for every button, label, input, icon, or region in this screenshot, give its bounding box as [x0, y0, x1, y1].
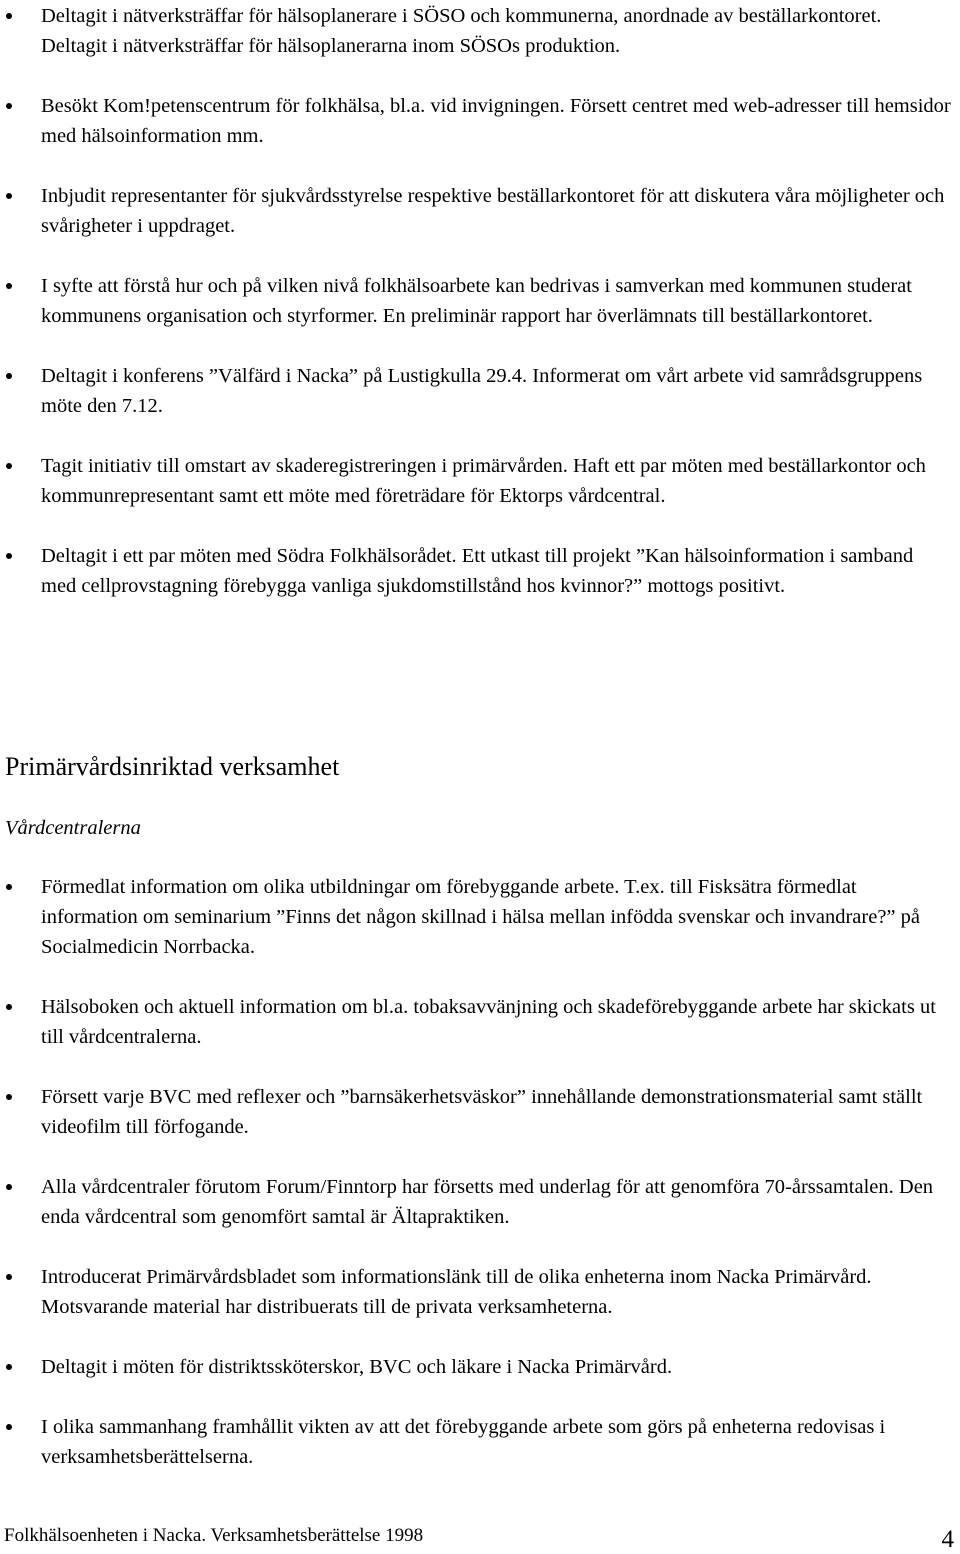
list-item-text: Deltagit i ett par möten med Södra Folkhälsorådet. Ett utkast till projekt ”Kan hälsoinformation i samband med cellprovstagning förebygga vanliga sjukdomstillstånd hos kvinnor?” mottogs positivt.	[41, 545, 914, 597]
bullet-icon	[6, 1274, 12, 1280]
page-footer: Folkhälsoenheten i Nacka. Verksamhetsberättelse 1998	[4, 1525, 424, 1546]
list-item-text: Försett varje BVC med reflexer och ”barnsäkerhetsväskor” innehållande demonstrationsmaterial samt ställt videofilm till förfogande.	[41, 1086, 923, 1138]
list-item-text: Hälsoboken och aktuell information om bl.a. tobaksavvänjning och skadeförebyggande arbete har skickats ut till vårdcentralerna.	[41, 996, 936, 1048]
list-item	[0, 541, 960, 601]
list-item	[0, 451, 960, 511]
bullet-icon	[6, 1184, 12, 1190]
list-item	[0, 992, 960, 1052]
bullet-icon	[6, 1364, 12, 1370]
bullet-icon	[6, 283, 12, 289]
bullet-icon	[6, 553, 12, 559]
list-item-text: Deltagit i nätverksträffar för hälsoplanerare i SÖSO och kommunerna, anordnade av beställarkontoret. Deltagit i nätverksträffar för hälsoplanerarna inom SÖSOs produktion.	[41, 5, 882, 57]
list-item-text: I olika sammanhang framhållit vikten av att det förebyggande arbete som görs på enheterna redovisas i verksamhetsberättelserna.	[41, 1416, 886, 1468]
bullet-icon	[6, 193, 12, 199]
list-item-text: I syfte att förstå hur och på vilken nivå folkhälsoarbete kan bedrivas i samverkan med kommunen studerat kommunens organisation och styrformer. En preliminär rapport har överlämnats till beställarkontoret.	[41, 275, 912, 327]
list-item	[0, 361, 960, 421]
list-item	[0, 872, 960, 962]
list-item	[0, 1172, 960, 1232]
bullet-list-bottom	[0, 872, 960, 1502]
bullet-icon	[6, 13, 12, 19]
bullet-icon	[6, 103, 12, 109]
list-item	[0, 181, 960, 241]
list-item	[0, 1262, 960, 1322]
bullet-icon	[6, 373, 12, 379]
list-item	[0, 1, 960, 61]
list-item-text: Besökt Kom!petenscentrum för folkhälsa, bl.a. vid invigningen. Försett centret med web-adresser till hemsidor med hälsoinformation mm.	[41, 95, 951, 147]
list-item	[0, 1412, 960, 1472]
list-item-text: Deltagit i möten för distriktssköterskor, BVC och läkare i Nacka Primärvård.	[41, 1356, 673, 1378]
list-item	[0, 1352, 960, 1382]
bullet-list-top	[0, 1, 960, 631]
bullet-icon	[6, 1094, 12, 1100]
list-item	[0, 271, 960, 331]
bullet-icon	[6, 884, 12, 890]
section-heading: Primärvårdsinriktad verksamhet	[5, 752, 340, 781]
page-number: 4	[941, 1526, 954, 1553]
list-item-text: Alla vårdcentraler förutom Forum/Finntorp har försetts med underlag för att genomföra 70-årssamtalen. Den enda vårdcentral som genomfört samtal är Ältapraktiken.	[41, 1176, 934, 1228]
bullet-icon	[6, 1004, 12, 1010]
list-item-text: Deltagit i konferens ”Välfärd i Nacka” på Lustigkulla 29.4. Informerat om vårt arbete vid samrådsgruppens möte den 7.12.	[41, 365, 923, 417]
list-item	[0, 91, 960, 151]
list-item	[0, 1082, 960, 1142]
sub-heading: Vårdcentralerna	[5, 817, 141, 839]
bullet-icon	[6, 463, 12, 469]
list-item-text: Inbjudit representanter för sjukvårdsstyrelse respektive beställarkontoret för att diskutera våra möjligheter och svårigheter i uppdraget.	[41, 185, 945, 237]
list-item-text: Tagit initiativ till omstart av skaderegistreringen i primärvården. Haft ett par möten med beställarkontor och kommunrepresentant samt ett möte med företrädare för Ektorps vårdcentral.	[41, 455, 926, 507]
bullet-icon	[6, 1424, 12, 1430]
list-item-text: Förmedlat information om olika utbildningar om förebyggande arbete. T.ex. till Fisksätra förmedlat information om seminarium ”Finns det någon skillnad i hälsa mellan infödda svenskar och invandrare?” på Socialmedicin Norrbacka.	[41, 876, 920, 958]
list-item-text: Introducerat Primärvårdsbladet som informationslänk till de olika enheterna inom Nacka Primärvård. Motsvarande material har distribuerats till de privata verksamheterna.	[41, 1266, 872, 1318]
